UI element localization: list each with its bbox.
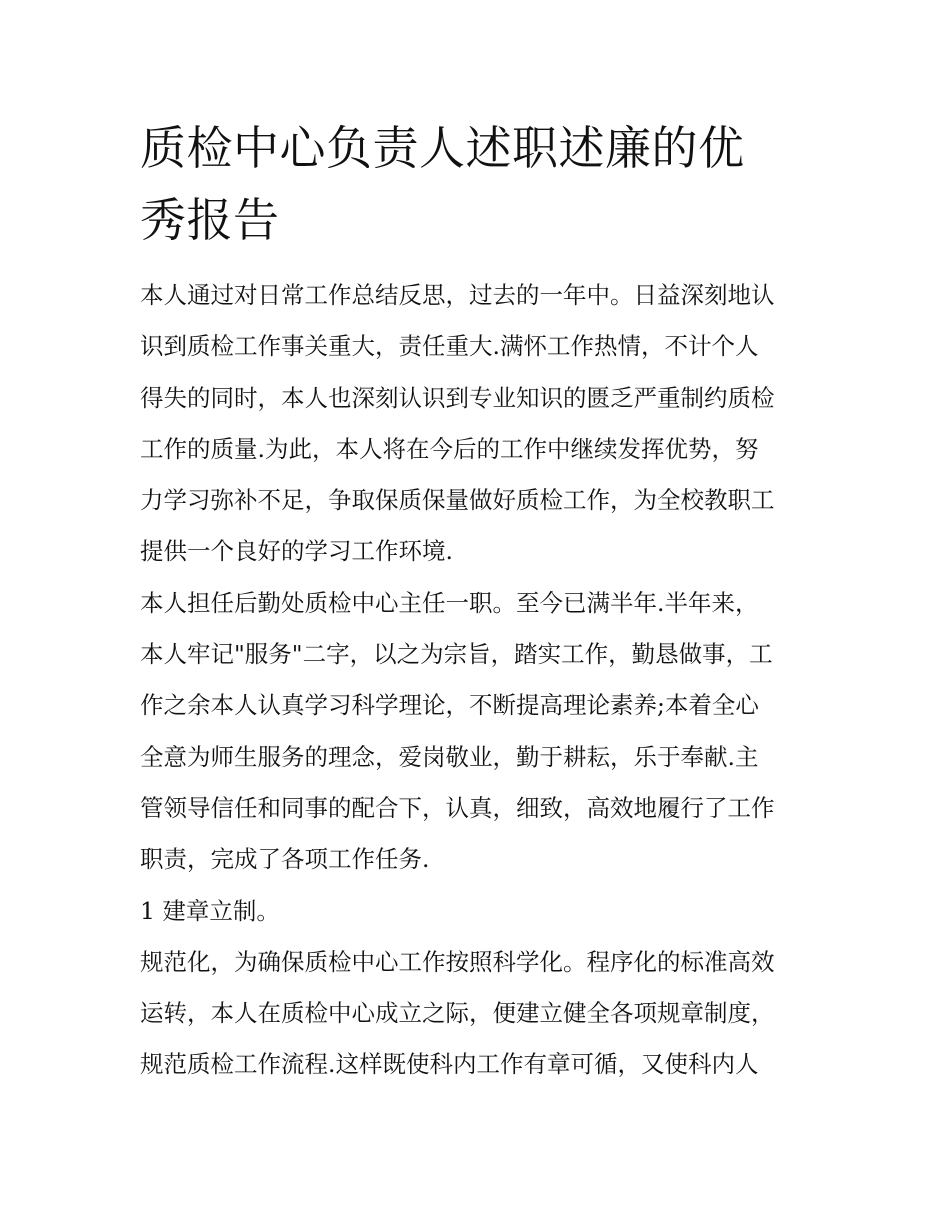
paragraph-rules [140,937,820,1091]
text-line: 识到质检工作事关重大，责任重大.满怀工作热情，不计个人 [140,332,759,361]
title-line: 秀报告 [140,193,280,247]
text-line: 职责，完成了各项工作任务. [140,845,430,874]
title-line: 质检中心负责人述职述廉的优 [140,121,745,175]
document-body [140,112,820,1091]
document-title [140,112,820,256]
text-line: 提供一个良好的学习工作环境. [140,537,453,566]
text-line: 本人担任后勤处质检中心主任一职。至今已满半年.半年来， [140,588,759,617]
text-line: 运转，本人在质检中心成立之际，便建立健全各项规章制度， [140,999,775,1028]
text-line: 本人牢记"服务"二字，以之为宗旨，踏实工作，勤恳做事，工 [140,640,773,669]
text-line: 作之余本人认真学习科学理论，不断提高理论素养;本着全心 [140,691,759,720]
text-line: 管领导信任和同事的配合下，认真，细致，高效地履行了工作 [140,793,775,822]
paragraph-intro [140,270,820,578]
text-line: 力学习弥补不足，争取保质保量做好质检工作，为全校教职工 [140,486,775,515]
text-line: 得失的同时，本人也深刻认识到专业知识的匮乏严重制约质检 [140,383,775,412]
section-heading [140,886,820,937]
text-line: 工作的质量.为此，本人将在今后的工作中继续发挥优势，努 [140,434,759,463]
text-line: 1 建章立制。 [140,896,280,925]
text-line: 规范化，为确保质检中心工作按照科学化。程序化的标准高效 [140,947,775,976]
text-line: 全意为师生服务的理念，爱岗敬业，勤于耕耘，乐于奉献.主 [140,742,759,771]
paragraph-role [140,578,820,886]
text-line: 本人通过对日常工作总结反思，过去的一年中。日益深刻地认 [140,281,775,309]
text-line: 规范质检工作流程.这样既使科内工作有章可循，又使科内人 [140,1050,759,1079]
document-paragraphs [140,270,820,1091]
